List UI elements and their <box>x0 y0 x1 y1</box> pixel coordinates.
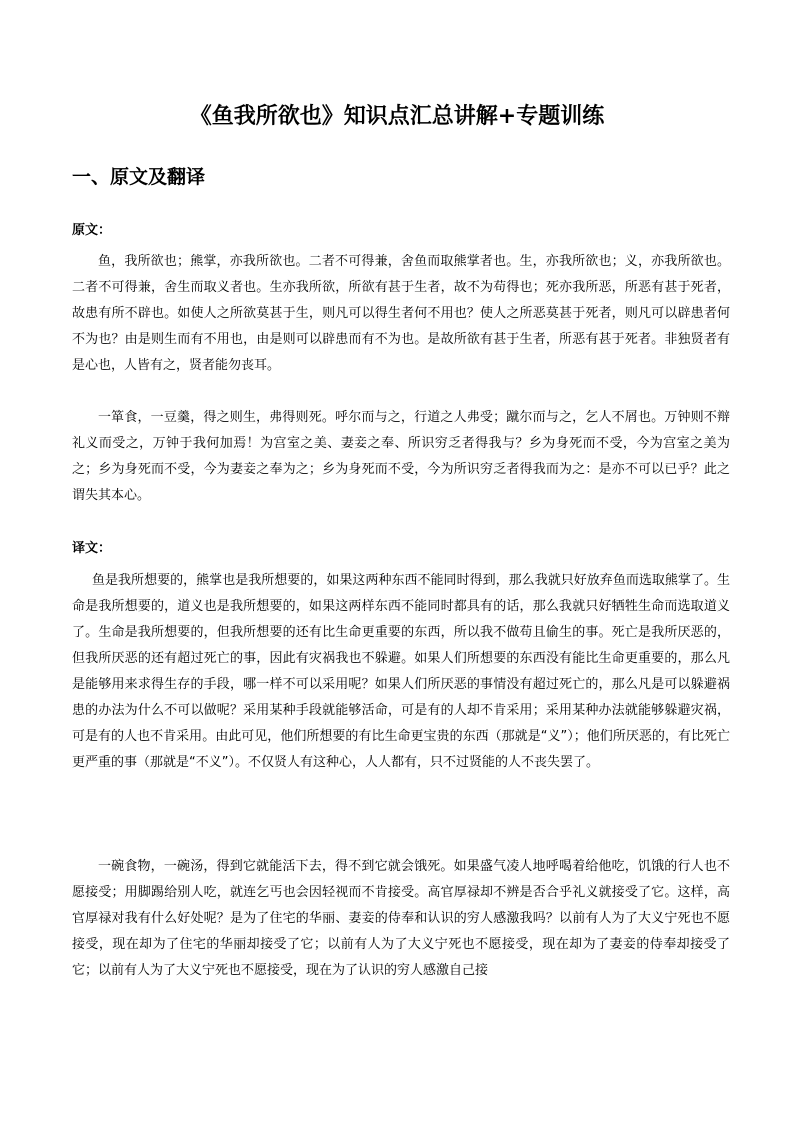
original-paragraph-1: 鱼，我所欲也；熊掌，亦我所欲也。二者不可得兼，舍鱼而取熊掌者也。生，亦我所欲也；义，亦我所欲也。二者不可得兼，舍生而取义者也。生亦我所欲，所欲有甚于生者，故不为苟得也；死亦我所恶，所恶有甚于死者，故患有所不辟也。如使人之所欲莫甚于生，则凡可以得生者何不用也？使人之所恶莫甚于死者，则凡可以辟患者何不为也？由是则生而有不用也，由是则可以辟患而有不为也。是故所欲有甚于生者，所恶有甚于死者。非独贤者有是心也，人皆有之，贤者能勿丧耳。 <box>72 254 730 373</box>
section-heading-original-and-translation: 一、原文及翻译 <box>72 166 206 188</box>
translation-paragraph-1: 鱼是我所想要的，熊掌也是我所想要的，如果这两种东西不能同时得到，那么我就只好放弃鱼而选取熊掌了。生命是我所想要的，道义也是我所想要的，如果这两样东西不能同时都具有的话，那么我就只好牺牲生命而选取道义了。生命是我所想要的，但我所想要的还有比生命更重要的东西，所以我不做苟且偷生的事。死亡是我所厌恶的，但我所厌恶的还有超过死亡的事，因此有灾祸我也不躲避。如果人们所想要的东西没有能比生命更重要的，那么凡是能够用来求得生存的手段，哪一样不可以采用呢？如果人们所厌恶的事情没有超过死亡的，那么凡是可以躲避祸患的办法为什么不可以做呢？采用某种手段就能够活命，可是有的人却不肯采用；采用某种办法就能够躲避灾祸，可是有的人也不肯采用。由此可见，他们所想要的有比生命更宝贵的东西（那就是“义”）；他们所厌恶的，有比死亡更严重的事（那就是“不义”）。不仅贤人有这种心，人人都有，只不过贤能的人不丧失罢了。 <box>72 573 730 770</box>
document-title: 《鱼我所欲也》知识点汇总讲解+专题训练 <box>189 103 605 129</box>
translation-label: 译文： <box>72 541 112 556</box>
translation-paragraph-2: 一碗食物，一碗汤，得到它就能活下去，得不到它就会饿死。如果盛气凌人地呼喝着给他吃，饥饿的行人也不愿接受；用脚踢给别人吃，就连乞丐也会因轻视而不肯接受。高官厚禄却不辨是否合乎礼义就接受了它。这样，高官厚禄对我有什么好处呢？是为了住宅的华丽、妻妾的侍奉和认识的穷人感激我吗？以前有人为了大义宁死也不愿接受，现在却为了住宅的华丽却接受了它；以前有人为了大义宁死也不愿接受，现在却为了妻妾的侍奉却接受了它；以前有人为了大义宁死也不愿接受，现在为了认识的穷人感激自己接 <box>72 859 730 978</box>
original-paragraph-2: 一箪食，一豆羹，得之则生，弗得则死。呼尔而与之，行道之人弗受；蹴尔而与之，乞人不屑也。万钟则不辩礼义而受之，万钟于我何加焉！为宫室之美、妻妾之奉、所识穷乏者得我与？乡为身死而不受，今为宫室之美为之；乡为身死而不受，今为妻妾之奉为之；乡为身死而不受，今为所识穷乏者得我而为之：是亦不可以已乎？此之谓失其本心。 <box>72 410 730 503</box>
original-text-label: 原文： <box>72 223 112 238</box>
